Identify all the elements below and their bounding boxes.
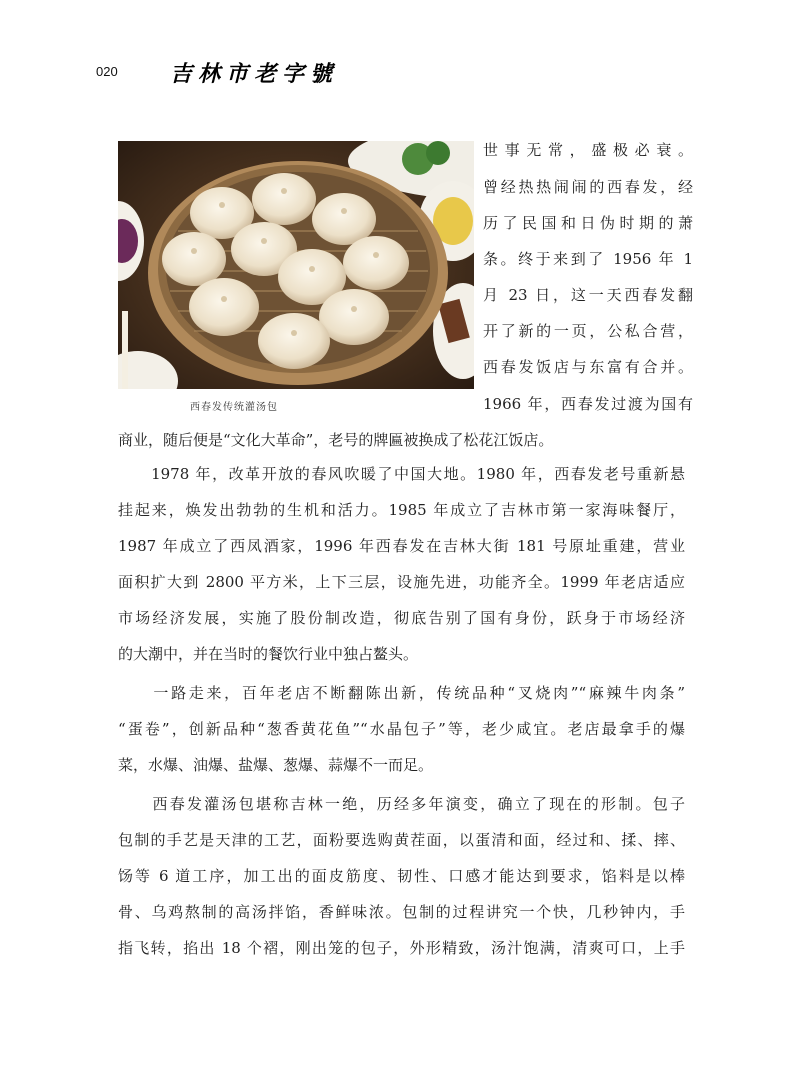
body-line: 包制的手艺是天津的工艺，面粉要选购黄茬面，以蛋清和面，经过和、揉、摔、 [118, 831, 685, 849]
body-line: 1987 年成立了西凤酒家，1996 年西春发在吉林大街 181 号原址重建，营业 [118, 537, 685, 555]
photo-caption: 西春发传统灌汤包 [190, 402, 278, 413]
body-line: 开了新的一页，公私合营， [483, 322, 693, 340]
page-number: 020 [96, 64, 118, 79]
body-line: 西春发饭店与东富有合并。 [483, 358, 693, 376]
running-title: 吉林市老字號 [170, 61, 339, 87]
soup-dumplings-photo [118, 141, 474, 389]
body-line: 指飞转，掐出 18 个褶，刚出笼的包子，外形精致，汤汁饱满，清爽可口，上手 [118, 939, 685, 957]
body-line: 历了民国和日伪时期的萧 [483, 214, 693, 232]
body-line: “蛋卷”，创新品种“葱香黄花鱼”“水晶包子”等，老少咸宜。老店最拿手的爆 [118, 720, 685, 738]
body-line: 一路走来，百年老店不断翻陈出新，传统品种“叉烧肉”“麻辣牛肉条” [118, 684, 685, 702]
body-line: 世事无常，盛极必衰。 [483, 141, 693, 159]
body-line: 饧等 6 道工序，加工出的面皮筋度、韧性、口感才能达到要求，馅料是以棒 [118, 867, 685, 885]
body-line: 月 23 日，这一天西春发翻 [483, 286, 693, 304]
body-line: 的大潮中，并在当时的餐饮行业中独占鳌头。 [118, 645, 419, 663]
body-line: 曾经热热闹闹的西春发，经 [483, 178, 693, 196]
body-line: 骨、乌鸡熬制的高汤拌馅，香鲜味浓。包制的过程讲究一个快，几秒钟内，手 [118, 903, 685, 921]
body-line: 面积扩大到 2800 平方米，上下三层，设施先进，功能齐全。1999 年老店适应 [118, 573, 685, 591]
body-line: 1966 年，西春发过渡为国有 [483, 395, 693, 413]
body-line: 西春发灌汤包堪称吉林一绝，历经多年演变，确立了现在的形制。包子 [118, 795, 685, 813]
body-line: 商业，随后便是“文化大革命”，老号的牌匾被换成了松花江饭店。 [118, 431, 554, 449]
body-line: 1978 年，改革开放的春风吹暖了中国大地。1980 年，西春发老号重新悬 [118, 465, 685, 483]
body-line: 挂起来，焕发出勃勃的生机和活力。1985 年成立了吉林市第一家海味餐厅， [118, 501, 685, 519]
body-line: 市场经济发展，实施了股份制改造，彻底告别了国有身份，跃身于市场经济 [118, 609, 685, 627]
body-line: 菜，水爆、油爆、盐爆、葱爆、蒜爆不一而足。 [118, 756, 434, 774]
body-line: 条。终于来到了 1956 年 1 [483, 250, 693, 268]
